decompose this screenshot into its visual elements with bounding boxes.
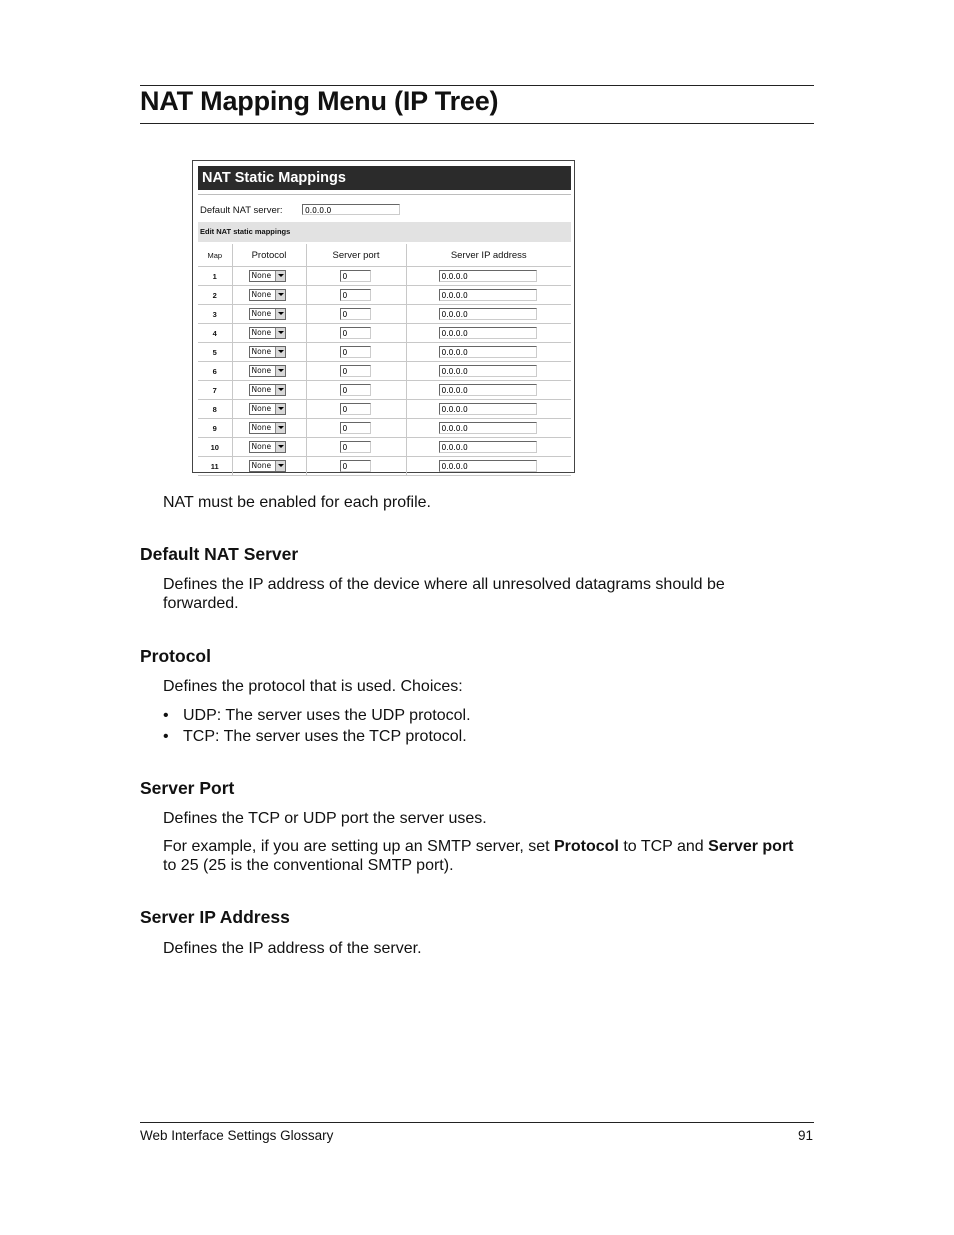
- edit-mappings-label: Edit NAT static mappings: [198, 222, 571, 242]
- example-bold-server-port: Server port: [708, 838, 794, 855]
- page-title: NAT Mapping Menu (IP Tree): [140, 86, 499, 116]
- default-nat-server-description: Defines the IP address of the device where all unresolved datagrams should be forwarded.: [163, 576, 725, 612]
- map-number: 11: [198, 457, 232, 476]
- table-header-row: [198, 244, 571, 267]
- table-row: [198, 324, 571, 343]
- column-header-server-port: Server port: [306, 244, 406, 267]
- server-port-input[interactable]: 0: [340, 441, 371, 453]
- protocol-value: None: [251, 290, 272, 299]
- server-ip-input[interactable]: 0.0.0.0: [439, 308, 537, 320]
- default-nat-server-input[interactable]: 0.0.0.0: [302, 204, 400, 215]
- protocol-select[interactable]: [249, 365, 286, 377]
- table-row: [198, 419, 571, 438]
- server-ip-input[interactable]: 0.0.0.0: [439, 270, 537, 282]
- mappings-table: [198, 244, 571, 476]
- table-row: [198, 286, 571, 305]
- dropdown-arrow-icon: [275, 423, 285, 433]
- server-port-input[interactable]: 0: [340, 270, 371, 282]
- table-row: [198, 457, 571, 476]
- protocol-select[interactable]: [249, 308, 286, 320]
- column-header-server-ip: Server IP address: [406, 244, 571, 267]
- table-row: [198, 305, 571, 324]
- protocol-select[interactable]: [249, 422, 286, 434]
- protocol-select[interactable]: [249, 403, 286, 415]
- table-row: [198, 400, 571, 419]
- page-number: 91: [797, 1128, 813, 1143]
- protocol-value: None: [251, 385, 272, 394]
- server-port-input[interactable]: 0: [340, 460, 371, 472]
- map-number: 4: [198, 324, 232, 343]
- protocol-value: None: [251, 404, 272, 413]
- server-port-description: Defines the TCP or UDP port the server uses.: [163, 810, 487, 827]
- map-number: 7: [198, 381, 232, 400]
- protocol-value: None: [251, 271, 272, 280]
- heading-server-ip-address: Server IP Address: [140, 907, 290, 927]
- table-row: [198, 438, 571, 457]
- example-text: to TCP and: [618, 838, 709, 855]
- nat-static-mappings-screenshot: [192, 160, 575, 473]
- protocol-value: None: [251, 461, 272, 470]
- server-ip-input[interactable]: 0.0.0.0: [439, 346, 537, 358]
- dropdown-arrow-icon: [275, 271, 285, 281]
- dropdown-arrow-icon: [275, 328, 285, 338]
- list-item: • TCP: The server uses the TCP protocol.: [163, 726, 471, 747]
- protocol-select[interactable]: [249, 346, 286, 358]
- map-number: 6: [198, 362, 232, 381]
- dropdown-arrow-icon: [275, 309, 285, 319]
- map-number: 5: [198, 343, 232, 362]
- column-header-map: Map: [198, 244, 232, 267]
- protocol-select[interactable]: [249, 384, 286, 396]
- server-ip-input[interactable]: 0.0.0.0: [439, 422, 537, 434]
- map-number: 3: [198, 305, 232, 324]
- protocol-value: None: [251, 366, 272, 375]
- server-port-example: [163, 837, 808, 875]
- protocol-select[interactable]: [249, 460, 286, 472]
- server-port-input[interactable]: 0: [340, 384, 371, 396]
- protocol-select[interactable]: [249, 270, 286, 282]
- header-underline: [198, 194, 571, 195]
- default-nat-server-label: Default NAT server:: [200, 205, 283, 216]
- protocol-select[interactable]: [249, 441, 286, 453]
- screenshot-header: NAT Static Mappings: [198, 166, 571, 190]
- protocol-value: None: [251, 442, 272, 451]
- table-row: [198, 267, 571, 286]
- heading-protocol: Protocol: [140, 646, 211, 666]
- server-ip-input[interactable]: 0.0.0.0: [439, 289, 537, 301]
- server-port-input[interactable]: 0: [340, 327, 371, 339]
- footer-title: Web Interface Settings Glossary: [140, 1128, 334, 1143]
- server-ip-input[interactable]: 0.0.0.0: [439, 460, 537, 472]
- protocol-select[interactable]: [249, 327, 286, 339]
- dropdown-arrow-icon: [275, 385, 285, 395]
- table-row: [198, 381, 571, 400]
- protocol-value: None: [251, 347, 272, 356]
- example-bold-protocol: Protocol: [554, 838, 619, 855]
- table-row: [198, 343, 571, 362]
- server-port-input[interactable]: 0: [340, 346, 371, 358]
- protocol-value: None: [251, 309, 272, 318]
- column-header-protocol: Protocol: [232, 244, 306, 267]
- map-number: 2: [198, 286, 232, 305]
- server-ip-input[interactable]: 0.0.0.0: [439, 384, 537, 396]
- footer-rule: [140, 1122, 814, 1123]
- intro-note: NAT must be enabled for each profile.: [163, 494, 431, 511]
- protocol-description: Defines the protocol that is used. Choices:: [163, 678, 463, 695]
- map-number: 1: [198, 267, 232, 286]
- dropdown-arrow-icon: [275, 404, 285, 414]
- server-ip-input[interactable]: 0.0.0.0: [439, 327, 537, 339]
- server-port-input[interactable]: 0: [340, 403, 371, 415]
- dropdown-arrow-icon: [275, 461, 285, 471]
- example-text: For example, if you are setting up an SMTP server, set: [163, 838, 554, 855]
- protocol-value: None: [251, 423, 272, 432]
- protocol-select[interactable]: [249, 289, 286, 301]
- table-row: [198, 362, 571, 381]
- map-number: 10: [198, 438, 232, 457]
- protocol-value: None: [251, 328, 272, 337]
- server-ip-input[interactable]: 0.0.0.0: [439, 365, 537, 377]
- map-number: 9: [198, 419, 232, 438]
- server-port-input[interactable]: 0: [340, 422, 371, 434]
- server-ip-input[interactable]: 0.0.0.0: [439, 441, 537, 453]
- dropdown-arrow-icon: [275, 290, 285, 300]
- protocol-choices-list: [163, 705, 471, 747]
- dropdown-arrow-icon: [275, 366, 285, 376]
- server-port-input[interactable]: 0: [340, 365, 371, 377]
- example-text: to 25 (25 is the conventional SMTP port).: [163, 857, 454, 874]
- list-item: • UDP: The server uses the UDP protocol.: [163, 705, 471, 726]
- dropdown-arrow-icon: [275, 347, 285, 357]
- map-number: 8: [198, 400, 232, 419]
- heading-server-port: Server Port: [140, 778, 235, 798]
- server-port-input[interactable]: 0: [340, 289, 371, 301]
- server-ip-description: Defines the IP address of the server.: [163, 940, 422, 957]
- server-ip-input[interactable]: 0.0.0.0: [439, 403, 537, 415]
- server-port-input[interactable]: 0: [340, 308, 371, 320]
- dropdown-arrow-icon: [275, 442, 285, 452]
- heading-default-nat-server: Default NAT Server: [140, 544, 299, 564]
- title-bottom-rule: [140, 123, 814, 124]
